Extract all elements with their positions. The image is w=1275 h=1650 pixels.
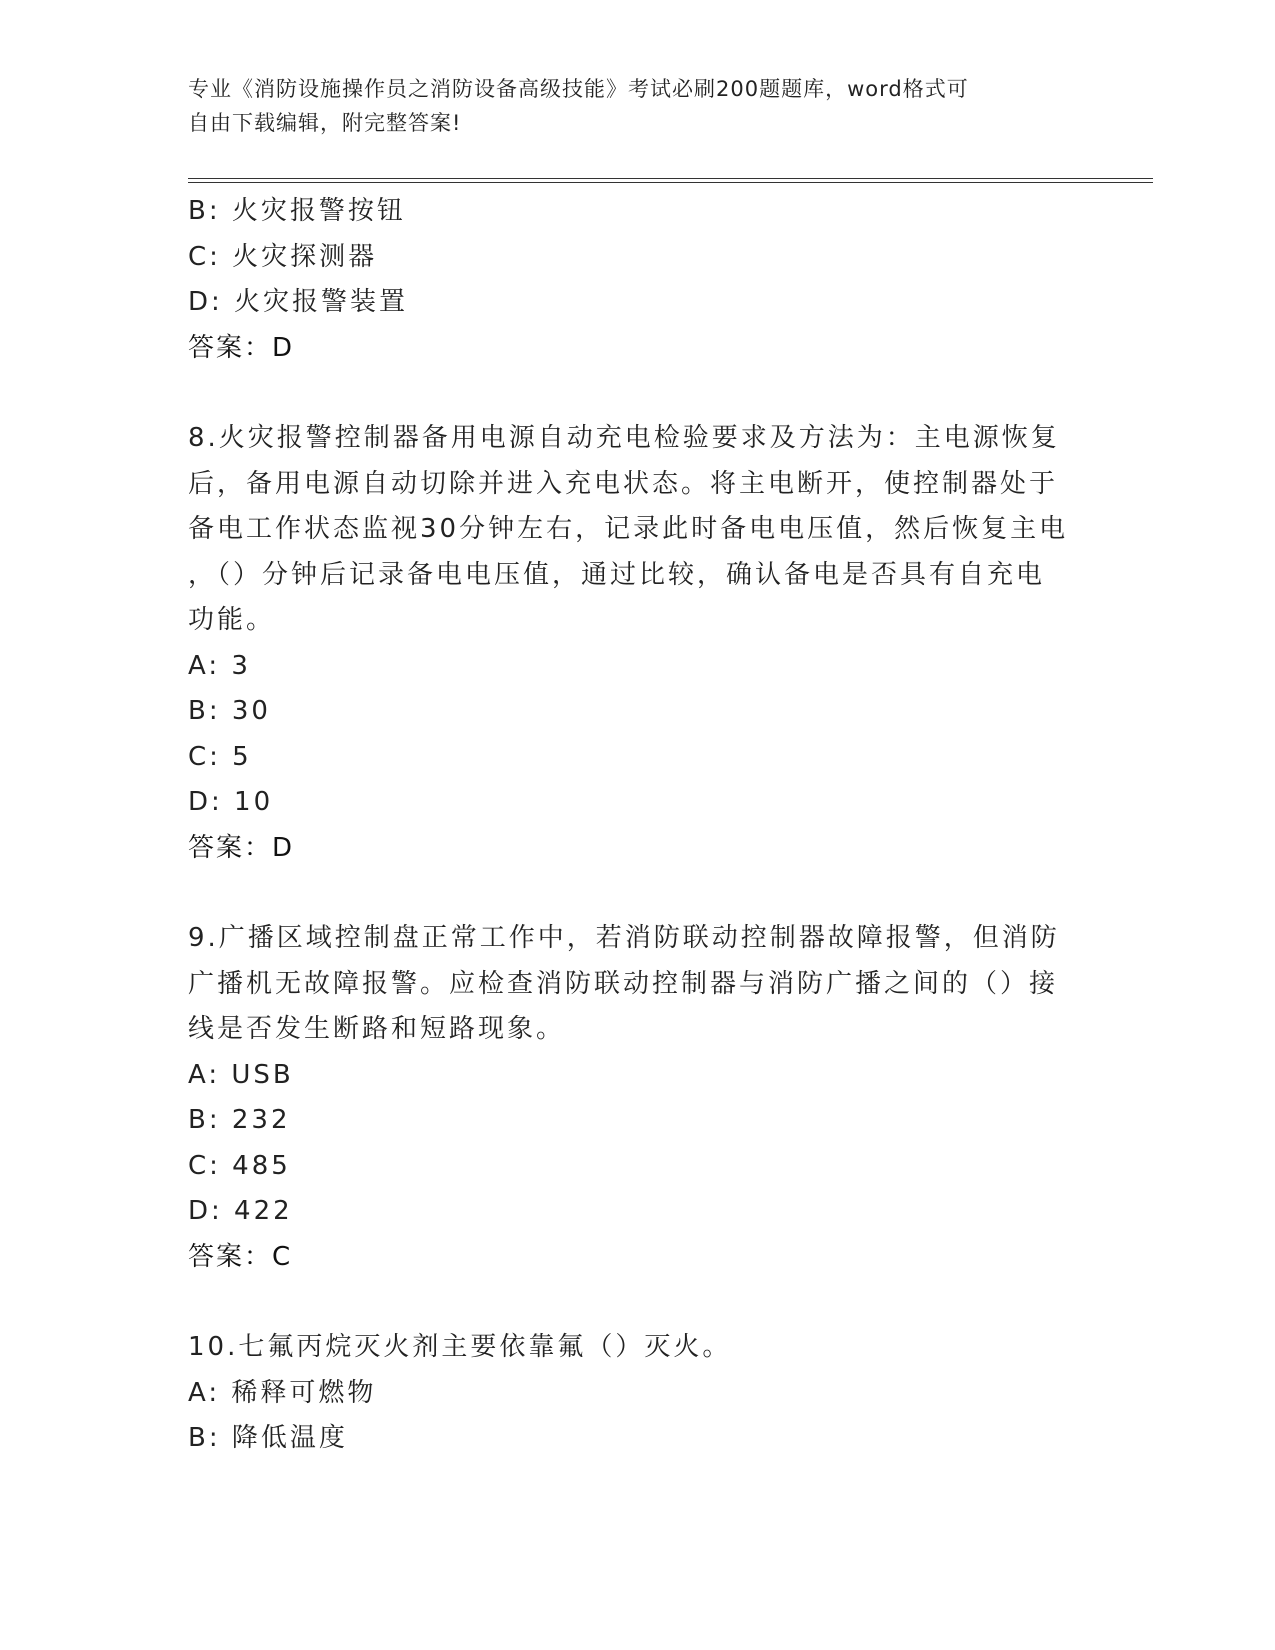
question-9 [188, 916, 1088, 1280]
question-text-line: 后，备用电源自动切除并进入充电状态。将主电断开，使控制器处于 [188, 468, 1059, 499]
option-a: A: USB [188, 1059, 294, 1090]
question-text-line: 广播机无故障报警。应检查消防联动控制器与消防广播之间的（）接 [188, 968, 1059, 999]
answer-line: 答案：D [188, 832, 295, 863]
question-text-line: 备电工作状态监视30分钟左右，记录此时备电电压值，然后恢复主电 [188, 514, 1069, 544]
question-8 [188, 416, 1088, 871]
answer-line: 答案：C [188, 1241, 293, 1272]
option-d: D: 10 [188, 787, 274, 817]
header-line-1: 专业《消防设施操作员之消防设备高级技能》考试必刷200题题库，word格式可 [188, 77, 969, 101]
option-b: B: 降低温度 [188, 1423, 348, 1453]
option-a: A: 稀释可燃物 [188, 1377, 377, 1408]
question-text-line: 功能。 [188, 605, 276, 635]
option-b: B: 232 [188, 1105, 291, 1135]
question-10 [188, 1325, 1088, 1462]
header-line-2: 自由下载编辑，附完整答案! [188, 111, 462, 135]
header-divider-bottom [188, 182, 1153, 183]
document-header [188, 72, 1068, 140]
option-c: C: 485 [188, 1150, 291, 1181]
option-b: B: 30 [188, 696, 271, 726]
question-list [188, 189, 1088, 1462]
question-text-line: 9.广播区域控制盘正常工作中，若消防联动控制器故障报警，但消防 [188, 923, 1060, 953]
question-text-line: ，（）分钟后记录备电电压值，通过比较，确认备电是否具有自充电 [188, 559, 1046, 590]
question-7-tail [188, 189, 1088, 371]
option-c: C: 5 [188, 741, 252, 772]
question-text-line: 10.七氟丙烷灭火剂主要依靠氟（）灭火。 [188, 1332, 732, 1362]
option-c: C: 火灾探测器 [188, 241, 378, 272]
spacer [188, 1280, 1088, 1325]
header-divider-top [188, 178, 1153, 179]
option-a: A: 3 [188, 650, 251, 681]
spacer [188, 871, 1088, 916]
spacer [188, 371, 1088, 416]
answer-line: 答案：D [188, 332, 295, 363]
option-d: D: 火灾报警装置 [188, 287, 409, 317]
question-text-line: 8.火灾报警控制器备用电源自动充电检验要求及方法为：主电源恢复 [188, 423, 1060, 453]
question-text-line: 线是否发生断路和短路现象。 [188, 1014, 566, 1044]
option-b: B: 火灾报警按钮 [188, 196, 406, 226]
option-d: D: 422 [188, 1196, 293, 1226]
